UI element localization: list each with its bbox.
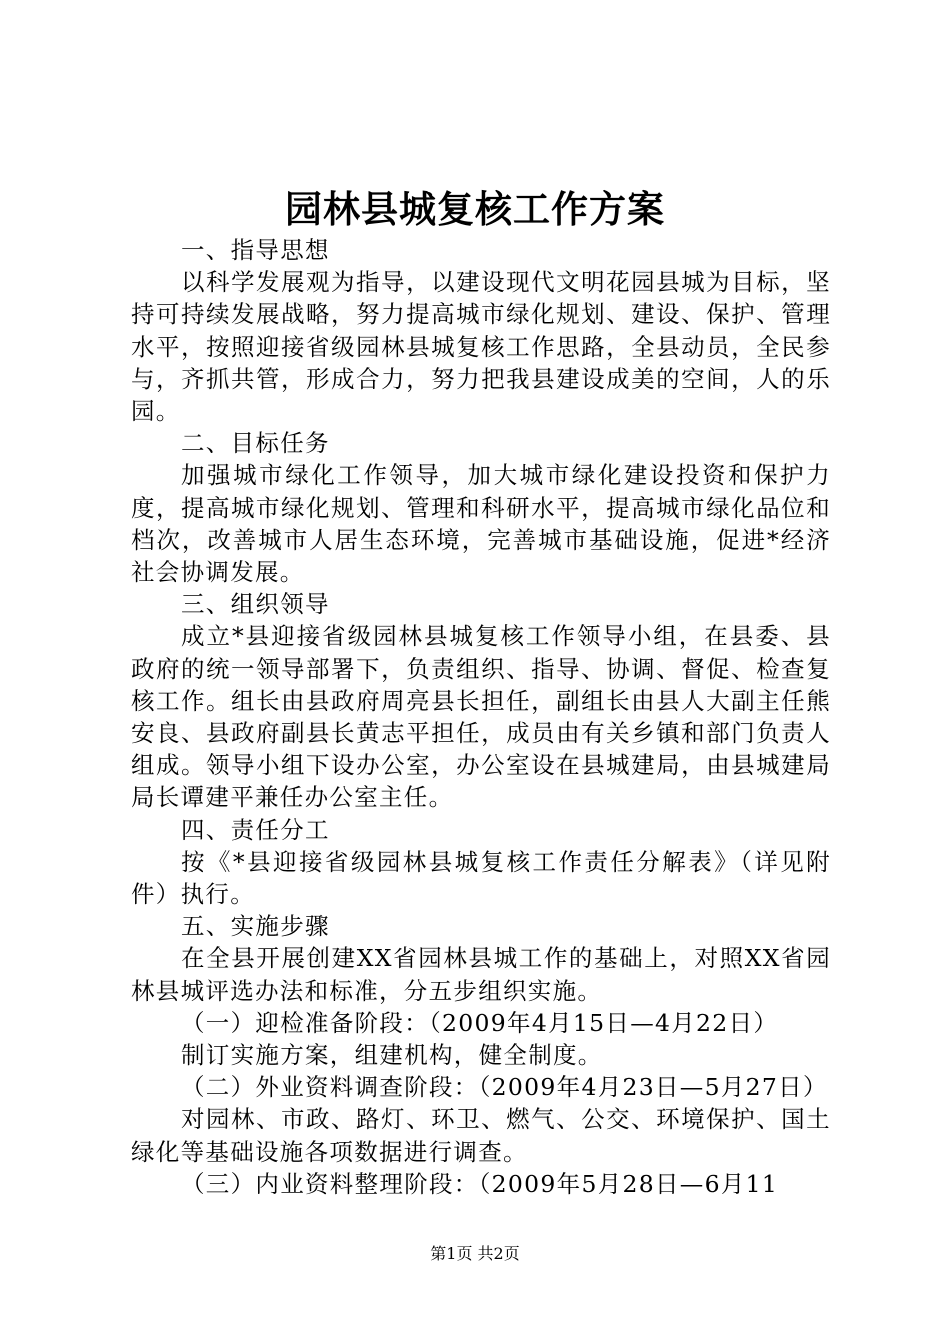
paragraph-goals: 加强城市绿化工作领导，加大城市绿化建设投资和保护力度，提高城市绿化规划、管理和科研水平，提高城市绿化品位和档次，改善城市人居生态环境，完善城市基础设施，促进*经济社会协调发展。 [131, 461, 831, 587]
section-heading-5: 五、实施步骤 [181, 912, 330, 941]
stage-1-heading: （一）迎检准备阶段：（2009年4月15日—4月22日） [181, 1008, 779, 1037]
stage-1-text: 制订实施方案，组建机构，健全制度。 [181, 1041, 603, 1070]
stage-3-heading: （三）内业资料整理阶段：（2009年5月28日—6月11 [181, 1169, 779, 1198]
document-body [131, 234, 831, 1200]
paragraph-implementation: 在全县开展创建XX省园林县城工作的基础上，对照XX省园林县城评选办法和标准，分五步组织实施。 [131, 944, 831, 1005]
paragraph-organization: 成立*县迎接省级园林县城复核工作领导小组，在县委、县政府的统一领导部署下，负责组织、指导、协调、督促、检查复核工作。组长由县政府周亮县长担任，副组长由县人大副主任熊安良、县政府副县长黄志平担任，成员由有关乡镇和部门负责人组成。领导小组下设办公室，办公室设在县城建局，由县城建局局长谭建平兼任办公室主任。 [131, 622, 831, 812]
document-title: 园林县城复核工作方案 [285, 187, 665, 231]
section-heading-4: 四、责任分工 [181, 815, 330, 844]
paragraph-responsibility: 按《*县迎接省级园林县城复核工作责任分解表》（详见附件）执行。 [131, 847, 831, 909]
stage-2-text: 对园林、市政、路灯、环卫、燃气、公交、环境保护、国土绿化等基础设施各项数据进行调查。 [131, 1105, 831, 1166]
paragraph-guiding-thought: 以科学发展观为指导，以建设现代文明花园县城为目标，坚持可持续发展战略，努力提高城市绿化规划、建设、保护、管理水平，按照迎接省级园林县城复核工作思路，全县动员，全民参与，齐抓共管，形成合力，努力把我县建设成美的空间，人的乐园。 [131, 268, 831, 426]
section-heading-3: 三、组织领导 [181, 590, 330, 619]
section-heading-1: 一、指导思想 [181, 236, 330, 264]
page-number-footer: 第1页 共2页 [430, 1244, 520, 1263]
stage-2-heading: （二）外业资料调查阶段：（2009年4月23日—5月27日） [181, 1073, 828, 1102]
section-heading-2: 二、目标任务 [181, 429, 330, 458]
